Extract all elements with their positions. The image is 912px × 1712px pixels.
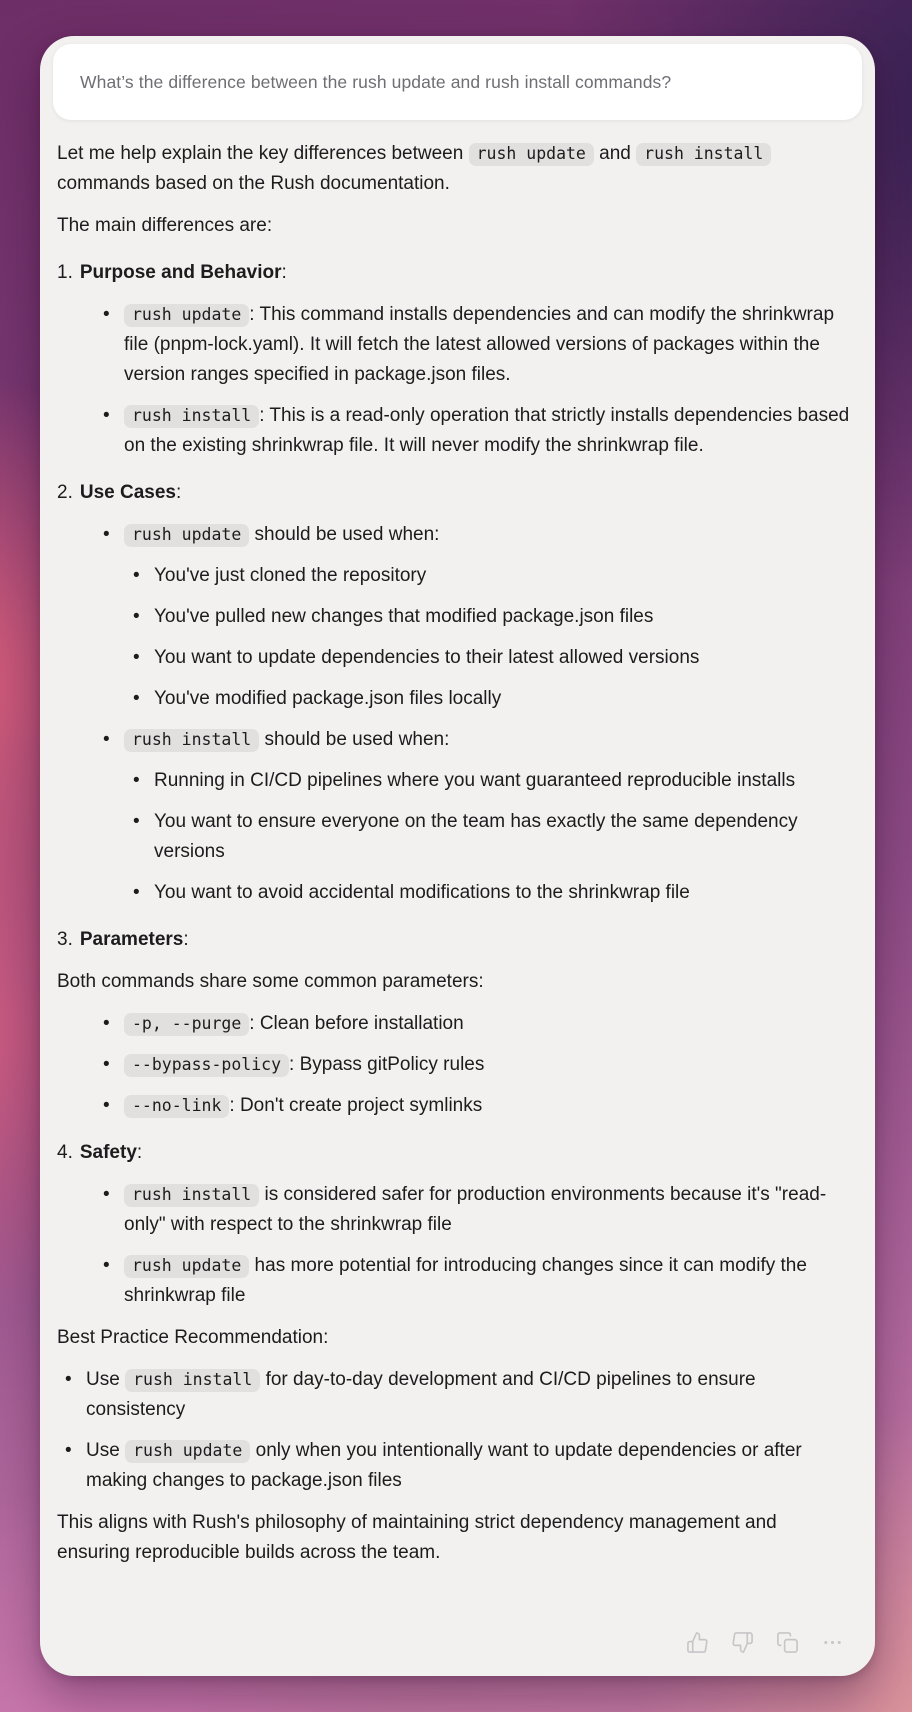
list-item-body (154, 561, 852, 591)
text-run: should be used when: (249, 524, 440, 545)
thumbs-up-button[interactable] (685, 1630, 709, 1654)
inline-code: rush install (124, 405, 259, 428)
section-heading-safety (57, 1138, 852, 1168)
section-heading-use-cases (57, 478, 852, 508)
list-item (65, 1365, 852, 1425)
list-item-body (86, 1365, 852, 1425)
list-item-body (124, 1009, 852, 1039)
copy-icon (776, 1631, 799, 1654)
section-number: 4. (57, 1142, 73, 1163)
text-run: : Bypass gitPolicy rules (289, 1054, 485, 1075)
list-item-body (154, 807, 852, 867)
list-item-body (124, 1091, 852, 1121)
inline-code: rush install (636, 143, 771, 166)
text-run: Use (86, 1440, 126, 1461)
section-colon: : (183, 929, 189, 950)
inline-code: --no-link (124, 1095, 229, 1118)
list-item-body (154, 878, 852, 908)
paragraph-intro (57, 139, 852, 199)
text-run: is considered safer for production environments because it's "read-only" with respect to the shrinkwrap file (124, 1184, 827, 1235)
more-options-button[interactable] (820, 1630, 844, 1654)
paragraph-parameters-intro (57, 967, 852, 997)
list-item (133, 643, 852, 673)
text-run: You want to ensure everyone on the team has exactly the same dependency versions (154, 811, 798, 862)
section-number: 2. (57, 482, 73, 503)
thumbs-down-icon (731, 1631, 754, 1654)
copy-button[interactable] (775, 1630, 799, 1654)
assistant-response (53, 120, 862, 1618)
text-run: You want to avoid accidental modifications to the shrinkwrap file (154, 882, 690, 903)
question-text: What’s the difference between the rush update and rush install commands? (80, 71, 672, 92)
text-run: : Clean before installation (249, 1013, 464, 1034)
paragraph-final (57, 1508, 852, 1568)
text-run: This aligns with Rush's philosophy of maintaining strict dependency management and ensuring reproducible builds across the team. (57, 1512, 777, 1563)
list-item-body (124, 1251, 852, 1311)
text-run: for day-to-day development and CI/CD pipelines to ensure consistency (86, 1369, 756, 1420)
inline-code: rush update (469, 143, 594, 166)
thumbs-up-icon (686, 1631, 709, 1654)
list-item (133, 602, 852, 632)
list-item-body (154, 643, 852, 673)
inline-code: rush install (124, 1184, 259, 1207)
section-colon: : (281, 262, 287, 283)
list-item-body (154, 684, 852, 714)
text-run: only when you intentionally want to update dependencies or after making changes to package.json files (86, 1440, 802, 1491)
section-title: Safety (79, 1142, 137, 1163)
section-colon: : (136, 1142, 143, 1163)
inline-code: rush install (124, 729, 259, 752)
text-run: You want to update dependencies to their latest allowed versions (154, 647, 700, 668)
list-item (103, 520, 852, 550)
list-item-body (124, 1180, 852, 1240)
paragraph-best-practice (57, 1323, 852, 1353)
section-title: Purpose and Behavior (79, 262, 282, 283)
list-item (103, 401, 852, 461)
inline-code: rush update (124, 1255, 249, 1278)
section-title: Use Cases (79, 482, 176, 503)
list-item-body (124, 300, 852, 390)
text-run: Let me help explain the key differences between (57, 143, 469, 164)
list-item (103, 1009, 852, 1039)
list-item-body (124, 725, 852, 755)
list-item (65, 1436, 852, 1496)
list-item (133, 766, 852, 796)
inline-code: rush install (125, 1369, 260, 1392)
inline-code: rush update (125, 1440, 250, 1463)
list-item-body (154, 602, 852, 632)
section-heading-purpose (57, 258, 852, 288)
list-item (103, 1050, 852, 1080)
text-run: Both commands share some common parameters: (57, 971, 484, 992)
list-item (133, 807, 852, 867)
text-run: and (593, 143, 637, 164)
text-run: : This is a read-only operation that strictly installs dependencies based on the existing shrinkwrap file. It will never modify the shrinkwrap file. (124, 405, 850, 456)
text-run: You've pulled new changes that modified package.json files (154, 606, 654, 627)
paragraph-main-differences (57, 211, 852, 241)
inline-code: --bypass-policy (124, 1054, 289, 1077)
text-run: Use (86, 1369, 126, 1390)
text-run: You've modified package.json files locally (154, 688, 502, 709)
text-run: has more potential for introducing changes since it can modify the shrinkwrap file (124, 1255, 807, 1306)
list-item (103, 300, 852, 390)
inline-code: rush update (124, 304, 249, 327)
list-item (133, 878, 852, 908)
list-item (133, 684, 852, 714)
text-run: Running in CI/CD pipelines where you want guaranteed reproducible installs (154, 770, 796, 791)
text-run: should be used when: (259, 729, 450, 750)
section-heading-parameters (57, 925, 852, 955)
user-question-bubble (53, 44, 862, 120)
section-number: 1. (57, 262, 73, 283)
section-title: Parameters (79, 929, 184, 950)
list-item-body (124, 401, 852, 461)
list-item-body (124, 1050, 852, 1080)
text-run: Best Practice Recommendation: (57, 1327, 329, 1348)
conversation-card (40, 36, 875, 1676)
text-run: commands based on the Rush documentation. (57, 173, 450, 194)
list-item (103, 725, 852, 755)
text-run: You've just cloned the repository (154, 565, 427, 586)
list-item (103, 1180, 852, 1240)
list-item-body (124, 520, 852, 550)
response-actions-toolbar (53, 1618, 862, 1662)
text-run: The main differences are: (57, 215, 273, 236)
thumbs-down-button[interactable] (730, 1630, 754, 1654)
list-item (103, 1251, 852, 1311)
more-icon (821, 1631, 844, 1654)
section-number: 3. (57, 929, 73, 950)
inline-code: rush update (124, 524, 249, 547)
text-run: : This command installs dependencies and can modify the shrinkwrap file (pnpm-lock.yaml). It will fetch the latest allowed versions of packages within the version ranges specified in package.json files. (124, 304, 835, 385)
list-item-body (86, 1436, 852, 1496)
list-item-body (154, 766, 852, 796)
text-run: : Don't create project symlinks (229, 1095, 483, 1116)
list-item (103, 1091, 852, 1121)
list-item (133, 561, 852, 591)
section-colon: : (175, 482, 182, 503)
inline-code: -p, --purge (124, 1013, 249, 1036)
